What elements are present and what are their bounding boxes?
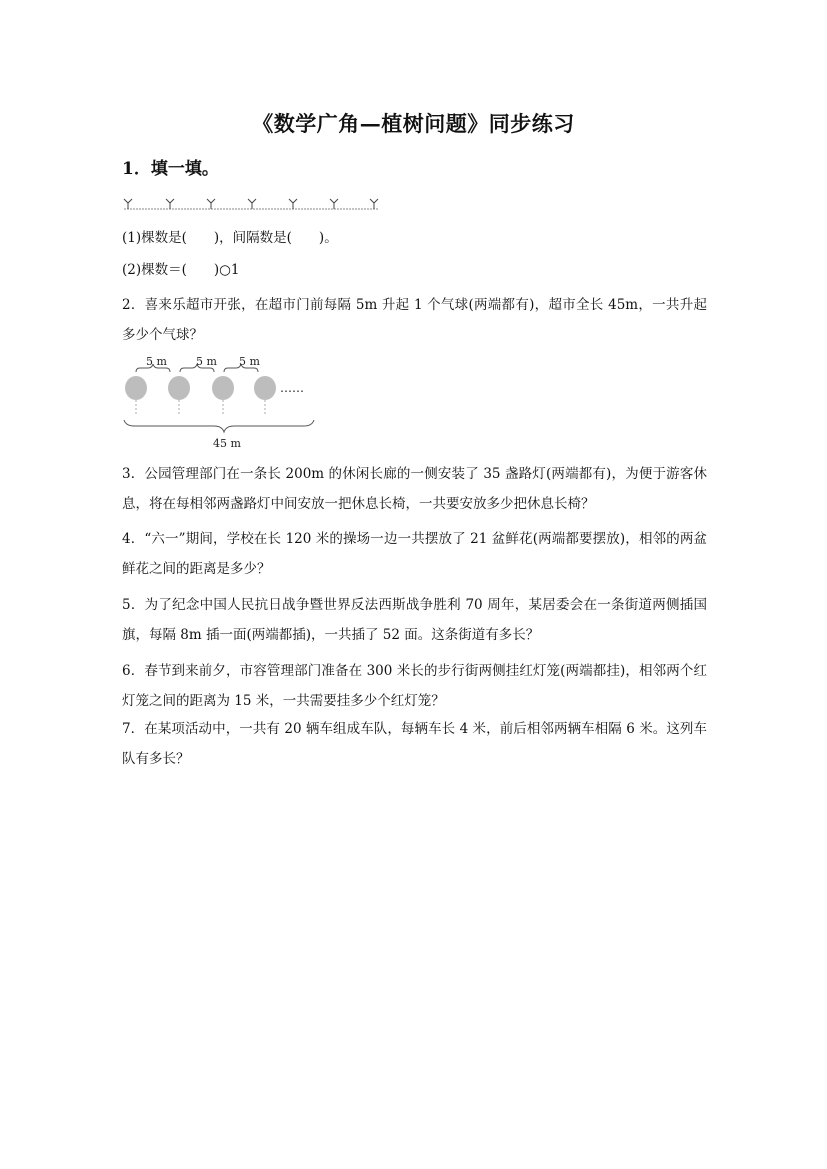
question-7: 7．在某项活动中，一共有 20 辆车组成车队，每辆车长 4 米，前后相邻两辆车相隔 6 米。这列车队有多长？ (122, 721, 707, 767)
question-2: 2．喜来乐超市开张，在超市门前每隔 5m 升起 1 个气球(两端都有)，超市全长 45m，一共升起多少个气球？ (122, 297, 707, 343)
question-5: 5．为了纪念中国人民抗日战争暨世界反法西斯战争胜利 70 周年，某居委会在一条街道两侧插国旗，每隔 8m 插一面(两端都插)，一共插了 52 面。这条街道有多长？ (122, 597, 707, 643)
interval-label: 5 m (196, 355, 217, 368)
tree-icon (370, 199, 378, 209)
q1-part2: (2)棵数＝( )○1 (122, 262, 240, 278)
section-heading: 1．填一填。 (122, 159, 219, 179)
page-title: 《数学广角—植树问题》同步练习 (252, 111, 575, 136)
q1-part1: (1)棵数是( )，间隔数是( )。 (122, 230, 338, 246)
interval-label: 5 m (146, 355, 167, 368)
tree-icon (330, 199, 338, 209)
balloon-figure (118, 352, 318, 452)
balloon-icon (125, 376, 147, 416)
question-3: 3．公园管理部门在一条长 200m 的休闲长廊的一侧安装了 35 盏路灯(两端都有)，为便于游客休息，将在每相邻两盏路灯中间安放一把休息长椅，一共要安放多少把休息长椅？ (122, 466, 707, 512)
balloon-icon (212, 376, 234, 416)
total-length-label: 45 m (213, 437, 241, 450)
tree-icon (124, 199, 132, 209)
tree-icon (207, 199, 215, 209)
balloon-icon (168, 376, 190, 416)
tree-line-figure (122, 194, 384, 214)
question-6: 6．春节到来前夕，市容管理部门准备在 300 米长的步行街两侧挂红灯笼(两端都挂)，相邻两个红灯笼之间的距离为 15 米，一共需要挂多少个红灯笼？ (122, 663, 707, 709)
question-4: 4．“六一”期间，学校在长 120 米的操场一边一共摆放了 21 盆鲜花(两端都要摆放)，相邻的两盆鲜花之间的距离是多少？ (122, 531, 707, 577)
balloon-icon (254, 376, 276, 416)
interval-label: 5 m (239, 355, 260, 368)
ellipsis: …… (280, 381, 304, 395)
tree-icon (166, 199, 174, 209)
tree-icon (248, 199, 256, 209)
tree-icon (289, 199, 297, 209)
